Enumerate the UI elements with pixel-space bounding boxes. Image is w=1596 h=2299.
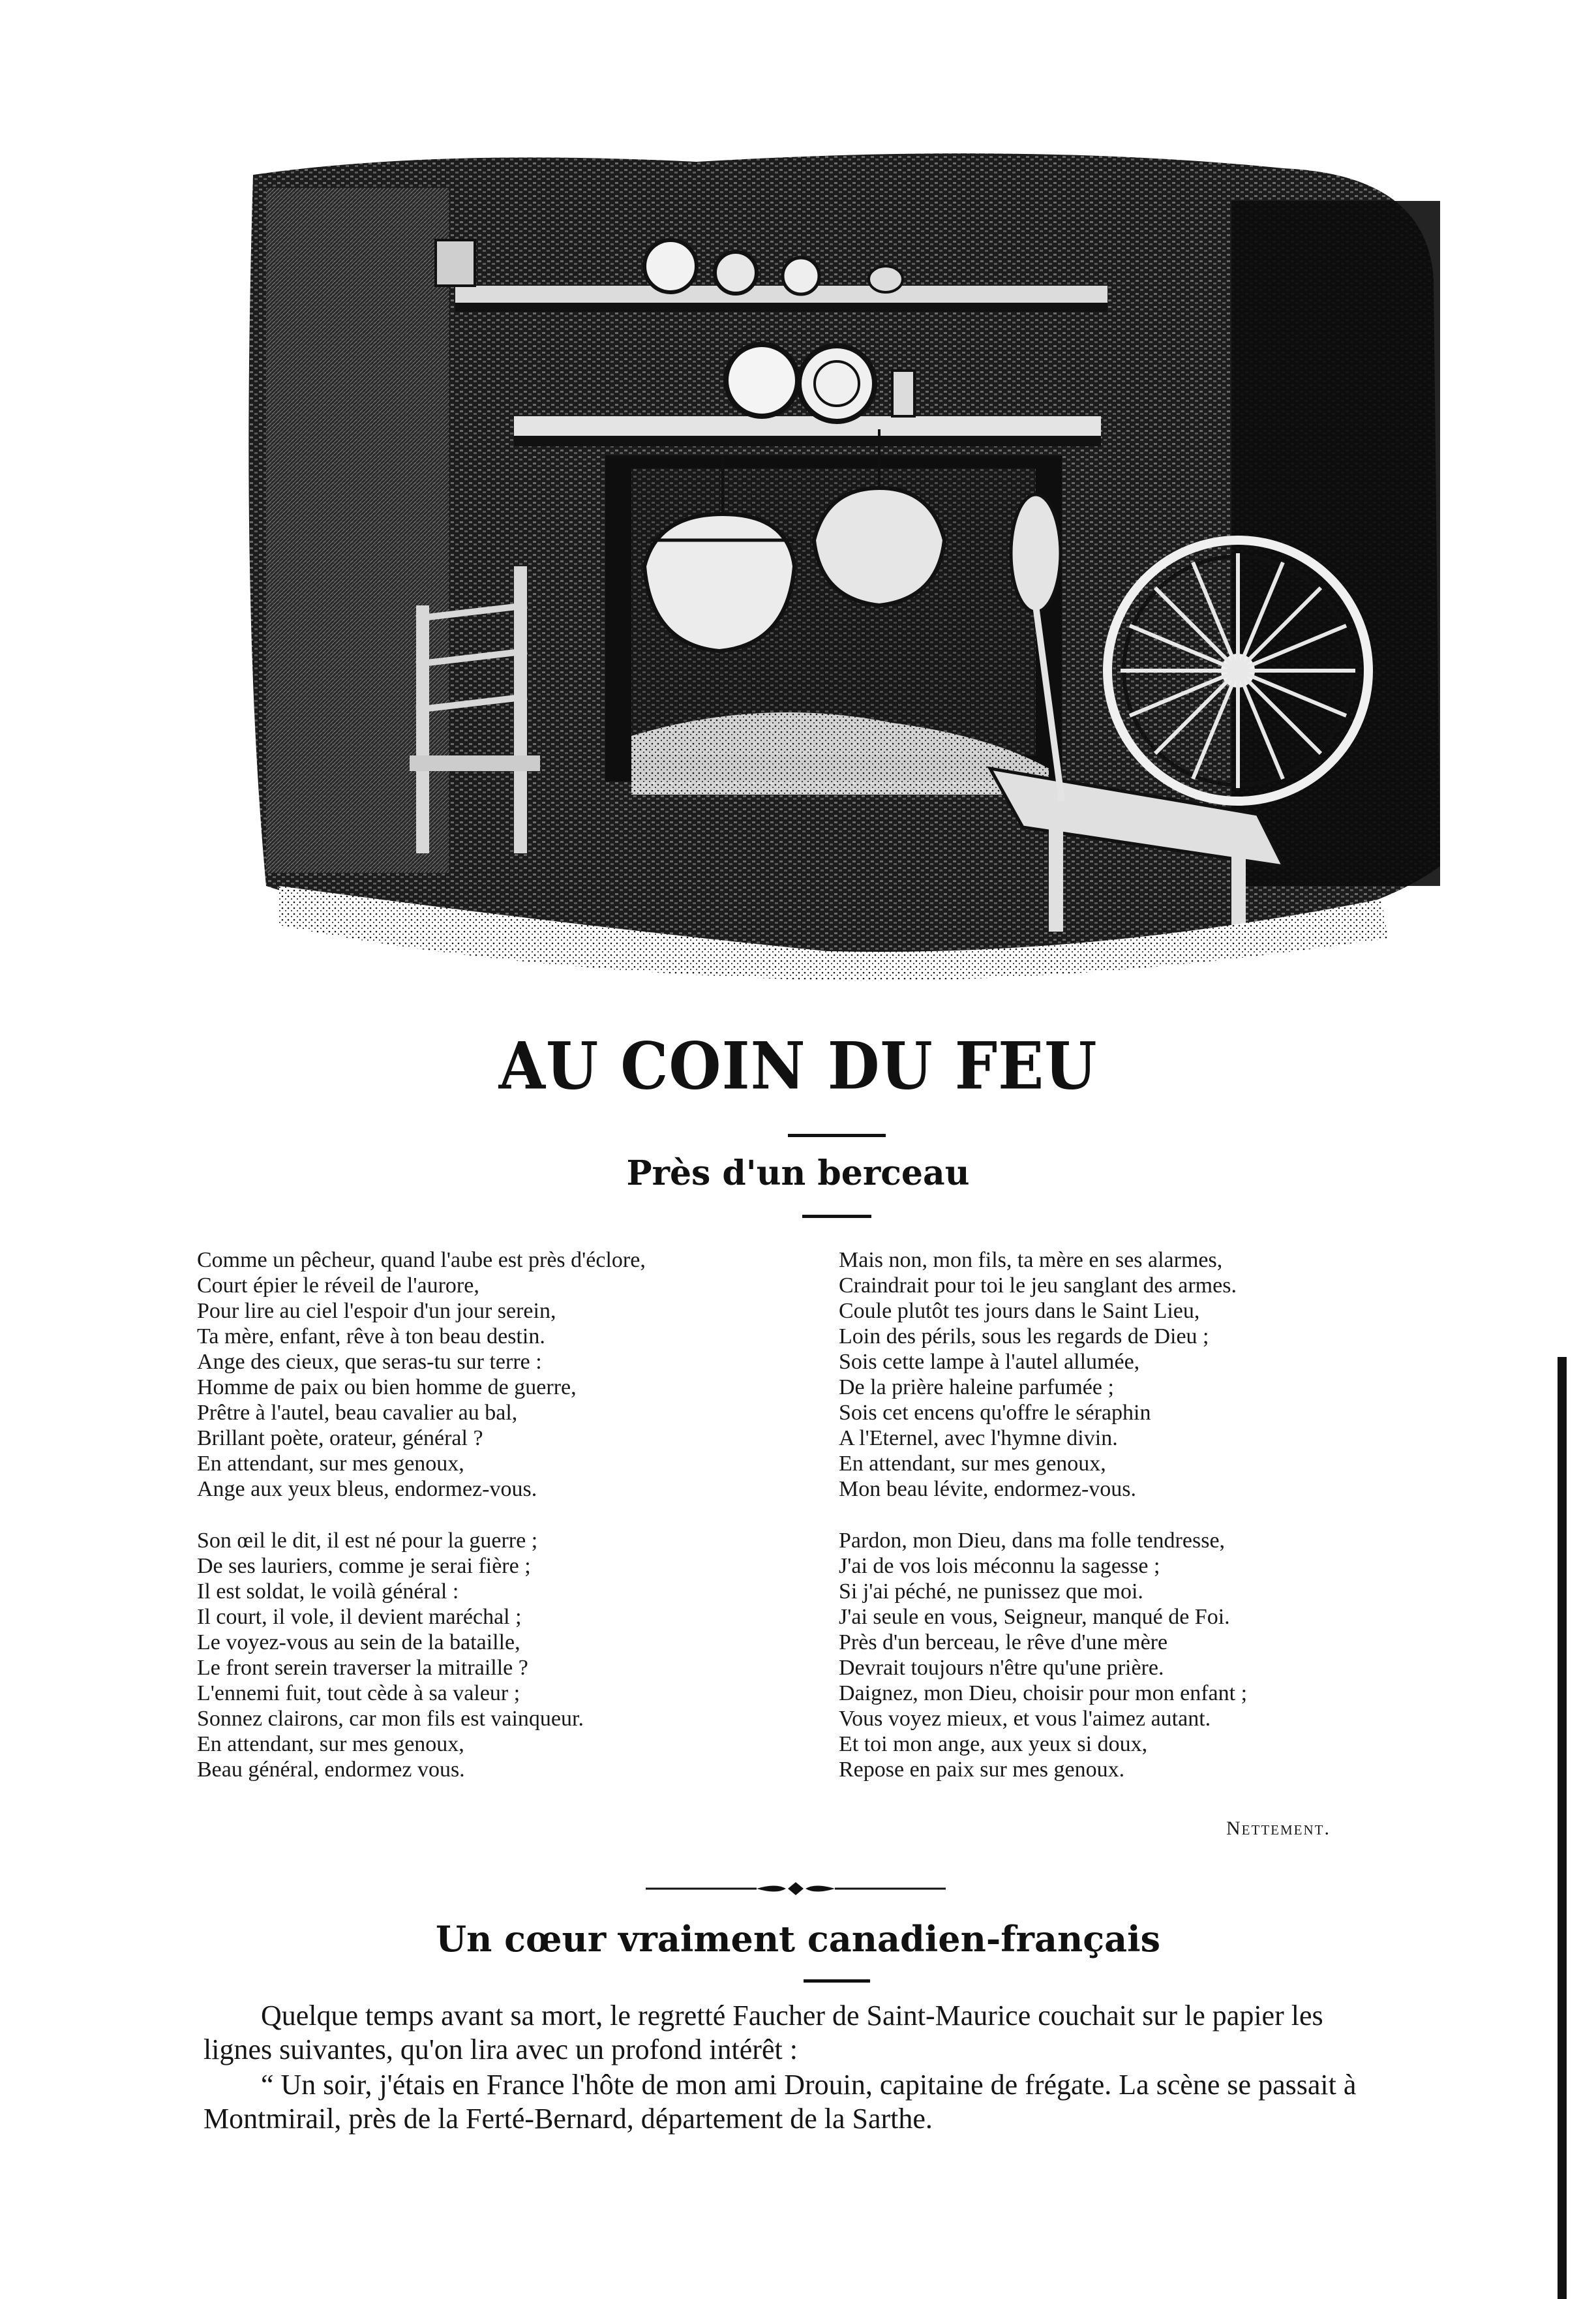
verse-line: En attendant, sur mes genoux,: [839, 1452, 1106, 1476]
article-paragraph: “ Un soir, j'étais en France l'hôte de mon ami Drouin, capitaine de frégate. La scène se passait à Montmirail, près de la Ferté-Bernard, département de la Sarthe.: [203, 2069, 1357, 2135]
verse-line: Il court, il vole, il devient maréchal ;: [197, 1605, 522, 1629]
main-title: AU COIN DU FEU: [498, 1028, 1098, 1104]
verse-line: Mais non, mon fils, ta mère en ses alarmes,: [839, 1248, 1223, 1272]
verse-line: Devrait toujours n'être qu'une prière.: [839, 1656, 1164, 1680]
verse-line: Ta mère, enfant, rêve à ton beau destin.: [197, 1324, 545, 1348]
verse-line: Vous voyez mieux, et vous l'aimez autant.: [839, 1707, 1211, 1731]
verse-line: Ange des cieux, que seras-tu sur terre :: [197, 1350, 542, 1374]
verse-line: A l'Eternel, avec l'hymne divin.: [839, 1426, 1118, 1450]
verse-line: En attendant, sur mes genoux,: [197, 1452, 464, 1476]
verse-line: Repose en paix sur mes genoux.: [839, 1758, 1125, 1782]
verse-line: Sois cet encens qu'offre le séraphin: [839, 1401, 1151, 1425]
verse-line: Le voyez-vous au sein de la bataille,: [197, 1630, 520, 1654]
verse-line: Comme un pêcheur, quand l'aube est près d'éclore,: [197, 1248, 646, 1272]
verse-line: Le front serein traverser la mitraille ?: [197, 1656, 528, 1680]
poem-title-rule: [802, 1215, 871, 1218]
verse-line: Son œil le dit, il est né pour la guerre ;: [197, 1529, 538, 1553]
verse-line: Pardon, mon Dieu, dans ma folle tendresse,: [839, 1529, 1226, 1553]
poem-stanza-left-1: [197, 1247, 646, 1502]
verse-line: Et toi mon ange, aux yeux si doux,: [839, 1732, 1148, 1756]
poem-author: Nettement.: [1226, 1818, 1331, 1839]
verse-line: L'ennemi fuit, tout cède à sa valeur ;: [197, 1681, 520, 1705]
verse-line: Prêtre à l'autel, beau cavalier au bal,: [197, 1401, 518, 1425]
article-paragraph: Quelque temps avant sa mort, le regretté Faucher de Saint-Maurice couchait sur le papier les lignes suivantes, qu'on lira avec un profond intérêt :: [203, 2000, 1323, 2065]
verse-line: Sois cette lampe à l'autel allumée,: [839, 1350, 1140, 1374]
verse-line: J'ai seule en vous, Seigneur, manqué de Foi.: [839, 1605, 1230, 1629]
page-edge-bar: [1558, 1357, 1567, 2299]
verse-line: Loin des périls, sous les regards de Dieu ;: [839, 1324, 1209, 1348]
verse-line: Homme de paix ou bien homme de guerre,: [197, 1375, 577, 1399]
verse-line: Beau général, endormez vous.: [197, 1758, 465, 1782]
verse-line: Mon beau lévite, endormez-vous.: [839, 1477, 1137, 1501]
verse-line: Il est soldat, le voilà général :: [197, 1579, 459, 1604]
verse-line: Brillant poète, orateur, général ?: [197, 1426, 483, 1450]
verse-line: Coule plutôt tes jours dans le Saint Lieu,: [839, 1299, 1200, 1323]
verse-line: Près d'un berceau, le rêve d'une mère: [839, 1630, 1168, 1654]
verse-line: Court épier le réveil de l'aurore,: [197, 1273, 479, 1298]
article-title: Un cœur vraiment canadien-français: [435, 1918, 1160, 1960]
poem-stanza-right-2: [839, 1528, 1247, 1782]
verse-line: J'ai de vos lois méconnu la sagesse ;: [839, 1554, 1160, 1578]
fireside-illustration: [240, 149, 1447, 984]
poem-stanza-left-2: [197, 1528, 584, 1782]
verse-line: Si j'ai péché, ne punissez que moi.: [839, 1579, 1143, 1604]
title-rule: [788, 1134, 886, 1137]
verse-line: En attendant, sur mes genoux,: [197, 1732, 464, 1756]
verse-line: De ses lauriers, comme je serai fière ;: [197, 1554, 531, 1578]
verse-line: De la prière haleine parfumée ;: [839, 1375, 1114, 1399]
poem-stanza-right-1: [839, 1247, 1237, 1502]
article-title-rule: [804, 1979, 870, 1983]
verse-line: Pour lire au ciel l'espoir d'un jour serein,: [197, 1299, 556, 1323]
verse-line: Sonnez clairons, car mon fils est vainqueur.: [197, 1707, 584, 1731]
ornamental-divider: [646, 1879, 946, 1898]
verse-line: Ange aux yeux bleus, endormez-vous.: [197, 1477, 537, 1501]
poem-title: Près d'un berceau: [626, 1153, 970, 1193]
verse-line: Craindrait pour toi le jeu sanglant des armes.: [839, 1273, 1237, 1298]
verse-line: Daignez, mon Dieu, choisir pour mon enfant ;: [839, 1681, 1248, 1705]
